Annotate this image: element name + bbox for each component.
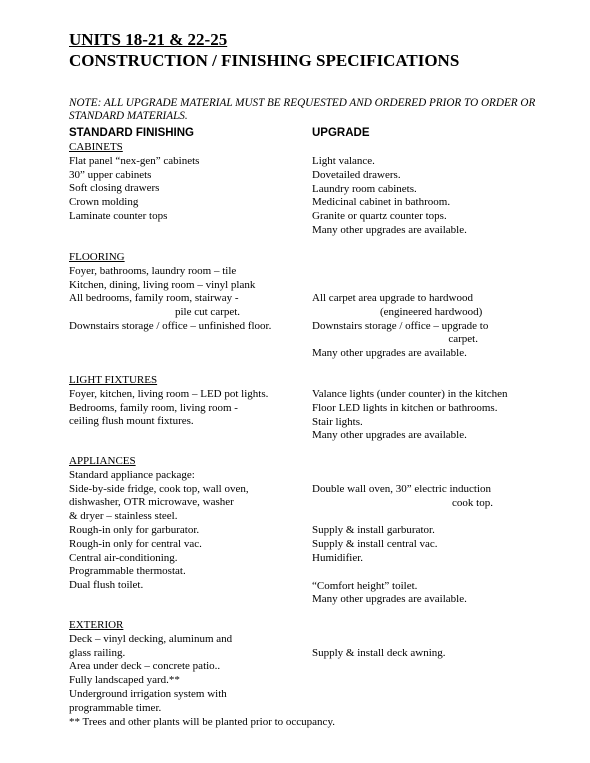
appliances-heading: APPLIANCES — [69, 455, 136, 467]
list-item: 30” upper cabinets — [69, 168, 152, 181]
cabinets-heading: CABINETS — [69, 141, 123, 153]
list-item: All bedrooms, family room, stairway - — [69, 292, 239, 305]
list-item: Humidifier. — [312, 551, 364, 564]
standard-column-heading: STANDARD FINISHING — [69, 127, 195, 139]
list-item: Granite or quartz counter tops. — [312, 210, 447, 223]
appliances-standard — [69, 455, 309, 593]
list-item: dishwasher, OTR microwave, washer — [69, 496, 234, 509]
flooring-standard — [69, 251, 309, 334]
list-item: Underground irrigation system with — [69, 687, 227, 700]
list-item: programmable timer. — [69, 701, 162, 714]
document-title: UNITS 18-21 & 22-25 — [69, 30, 228, 49]
upgrade-column-heading: UPGRADE — [312, 127, 370, 139]
exterior-heading: EXTERIOR — [69, 619, 124, 631]
cabinets-standard — [69, 141, 309, 224]
list-item: Many other upgrades are available. — [312, 429, 467, 442]
list-item: Valance lights (under counter) in the kitchen — [312, 388, 508, 400]
list-item: Central air-conditioning. — [69, 551, 178, 564]
list-item: Many other upgrades are available. — [312, 347, 467, 360]
list-item: Downstairs storage / office – unfinished floor. — [69, 319, 272, 332]
list-item: Dovetailed drawers. — [312, 168, 401, 181]
list-item: Rough-in only for central vac. — [69, 537, 202, 550]
list-item: Crown molding — [69, 196, 139, 209]
list-item: Kitchen, dining, living room – vinyl plank — [69, 278, 256, 291]
list-item: Stair lights. — [312, 415, 363, 428]
note-text: NOTE: ALL UPGRADE MATERIAL MUST BE REQUESTED AND ORDERED PRIOR TO ORDER OR STANDARD MATERIALS. — [69, 97, 536, 123]
list-item: Foyer, kitchen, living room – LED pot lights. — [69, 387, 269, 400]
list-item: Laminate counter tops — [69, 209, 168, 222]
list-item: Programmable thermostat. — [69, 565, 186, 578]
list-item: Flat panel “nex-gen” cabinets — [69, 154, 200, 167]
lighting-heading: LIGHT FIXTURES — [69, 374, 158, 386]
document-subtitle: CONSTRUCTION / FINISHING SPECIFICATIONS — [69, 51, 460, 70]
list-item: All carpet area upgrade to hardwood — [312, 292, 473, 304]
list-item: Laundry room cabinets. — [312, 182, 417, 195]
list-item: cook top. — [452, 496, 493, 509]
cabinets-upgrade — [312, 155, 542, 238]
list-item: Double wall oven, 30” electric induction — [312, 483, 491, 495]
list-item: Deck – vinyl decking, aluminum and — [69, 632, 233, 645]
list-item: “Comfort height” toilet. — [312, 579, 418, 592]
lighting-standard — [69, 374, 309, 429]
exterior-standard — [69, 619, 309, 716]
list-item: Fully landscaped yard.** — [69, 674, 180, 687]
list-item: Supply & install deck awning. — [312, 647, 446, 659]
list-item: Medicinal cabinet in bathroom. — [312, 196, 451, 209]
list-item: glass railing. — [69, 646, 126, 659]
list-item: Side-by-side fridge, cook top, wall oven, — [69, 482, 249, 495]
list-item: & dryer – stainless steel. — [69, 510, 178, 523]
flooring-heading: FLOORING — [69, 251, 125, 263]
appliances-upgrade — [312, 483, 542, 607]
list-item: Light valance. — [312, 155, 375, 167]
list-item: ceiling flush mount fixtures. — [69, 415, 194, 428]
lighting-upgrade — [312, 388, 542, 443]
list-item: Dual flush toilet. — [69, 579, 144, 592]
list-item: Soft closing drawers — [69, 182, 160, 195]
list-item: carpet. — [448, 333, 478, 346]
list-item: Supply & install central vac. — [312, 538, 438, 551]
list-item: Floor LED lights in kitchen or bathrooms. — [312, 401, 498, 414]
list-item: Supply & install garburator. — [312, 524, 435, 537]
flooring-upgrade — [312, 292, 542, 361]
list-item: Rough-in only for garburator. — [69, 523, 200, 536]
list-item: Bedrooms, family room, living room - — [69, 401, 238, 414]
list-item: Area under deck – concrete patio.. — [69, 660, 221, 673]
list-item: Standard appliance package: — [69, 468, 195, 481]
footnote: ** Trees and other plants will be planted prior to occupancy. — [69, 716, 335, 728]
list-item: Downstairs storage / office – upgrade to — [312, 319, 489, 332]
list-item: pile cut carpet. — [175, 306, 241, 319]
list-item: (engineered hardwood) — [380, 305, 483, 318]
list-item: Many other upgrades are available. — [312, 223, 467, 236]
list-item: Foyer, bathrooms, laundry room – tile — [69, 264, 237, 277]
exterior-upgrade — [312, 647, 542, 661]
list-item: Many other upgrades are available. — [312, 593, 467, 606]
